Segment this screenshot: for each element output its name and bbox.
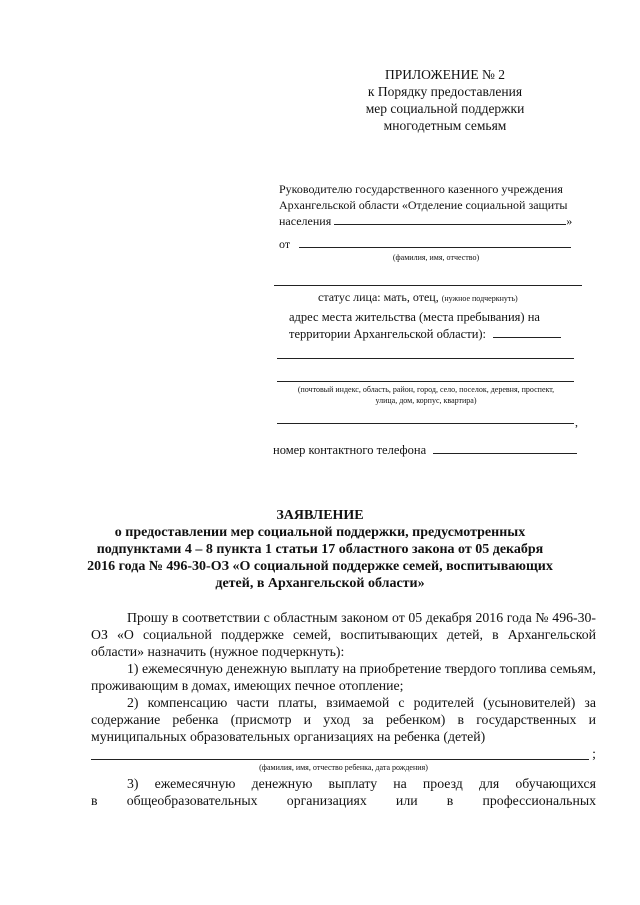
- addressee-department-row: [279, 213, 572, 229]
- applicant-name-caption: (фамилия, имя, отчество): [392, 253, 480, 262]
- child-info-caption: (фамилия, имя, отчество ребенка, дата рождения): [259, 763, 428, 772]
- address-field-short[interactable]: [493, 326, 561, 338]
- option-travel-payment-continued: в общеобразовательных организациях или в профессиональных: [91, 793, 596, 808]
- department-label: населения: [279, 214, 332, 228]
- addressee-line: Руководителю государственного казенного учреждения: [279, 182, 563, 196]
- child-info-row: [91, 745, 596, 762]
- address-field-line[interactable]: [277, 358, 574, 359]
- address-label-region: территории Архангельской области):: [289, 327, 487, 341]
- child-info-semicolon: ;: [592, 746, 596, 761]
- address-field-line[interactable]: [277, 423, 574, 424]
- address-caption: улица, дом, корпус, квартира): [375, 396, 477, 405]
- phone-row: [273, 442, 577, 458]
- status-note: (нужное подчеркнуть): [441, 294, 518, 303]
- appendix-line: к Порядку предоставления: [367, 84, 523, 99]
- from-label: от: [279, 237, 291, 251]
- address-label: адрес места жительства (места пребывания) на: [289, 310, 540, 324]
- department-field[interactable]: [334, 213, 566, 225]
- appendix-header: [330, 66, 560, 134]
- option-child-care-compensation[interactable]: 2) компенсацию части платы, взимаемой с родителей (усыновителей) за содержание ребенка (присмотр и уход за ребенком) в государственных и муниципальных образовательных организациях на ребенка (детей): [91, 695, 596, 744]
- child-info-field[interactable]: [91, 759, 589, 760]
- status-row: [318, 289, 518, 307]
- option-travel-payment[interactable]: 3) ежемесячную денежную выплату на проезд для обучающихся: [127, 776, 596, 791]
- intro-paragraph: Прошу в соответствии с областным законом от 05 декабря 2016 года № 496-30-ОЗ «О социальной поддержке семей, воспитывающих детей, в Архангельской области» назначить (нужное подчеркнуть):: [91, 610, 596, 659]
- appendix-line: мер социальной поддержки: [365, 101, 525, 116]
- applicant-extra-line[interactable]: [274, 285, 582, 286]
- document-subtitle: подпунктами 4 – 8 пункта 1 статьи 17 областного закона от 05 декабря: [96, 542, 544, 557]
- document-title: ЗАЯВЛЕНИЕ: [276, 508, 364, 523]
- applicant-name-field[interactable]: [299, 236, 571, 248]
- document-subtitle: детей, в Архангельской области»: [215, 576, 425, 591]
- address-label-row: [289, 326, 561, 342]
- quote-close: »: [566, 214, 573, 228]
- phone-field[interactable]: [433, 442, 577, 454]
- application-body: [91, 609, 596, 809]
- address-comma: ,: [575, 415, 578, 429]
- applicant-name-row: [279, 236, 571, 252]
- address-field-line[interactable]: [277, 381, 574, 382]
- appendix-line: многодетным семьям: [383, 118, 507, 133]
- addressee-line: Архангельской области «Отделение социальной защиты: [279, 198, 568, 212]
- document-subtitle: 2016 года № 496-30-ОЗ «О социальной поддержке семей, воспитывающих: [87, 559, 553, 574]
- phone-label: номер контактного телефона: [273, 443, 427, 457]
- address-caption: (почтовый индекс, область, район, город, село, поселок, деревня, проспект,: [297, 385, 555, 394]
- option-fuel-payment[interactable]: 1) ежемесячную денежную выплату на приобретение твердого топлива семьям, проживающим в домах, имеющих печное отопление;: [91, 661, 596, 693]
- appendix-number: ПРИЛОЖЕНИЕ № 2: [384, 67, 506, 82]
- document-subtitle: о предоставлении мер социальной поддержки, предусмотренных: [114, 525, 526, 540]
- status-label: статус лица: мать, отец,: [318, 290, 439, 304]
